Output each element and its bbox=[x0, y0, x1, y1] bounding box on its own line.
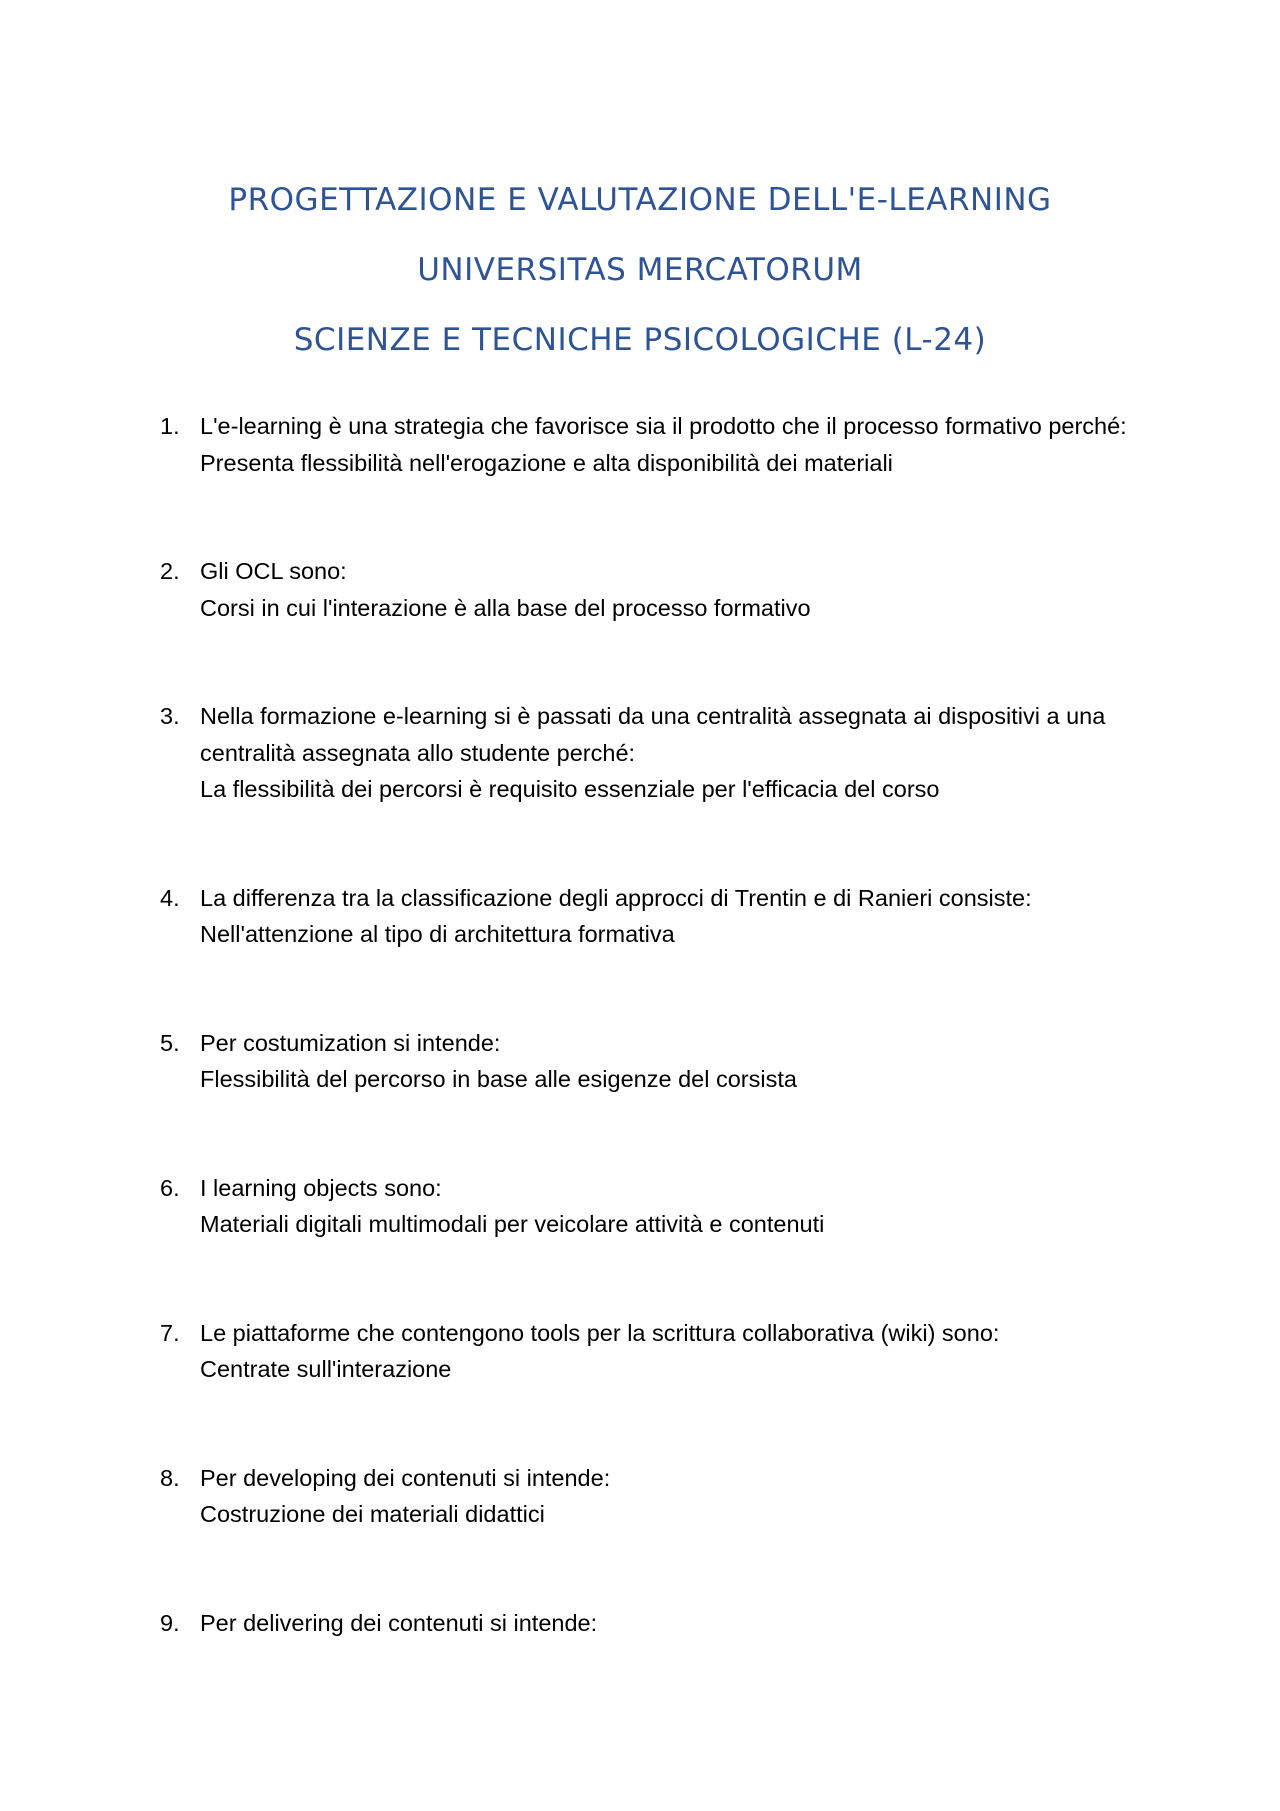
question-text: L'e-learning è una strategia che favorisce sia il prodotto che il processo formativo perché: bbox=[200, 413, 1127, 439]
item-number: 3. bbox=[160, 703, 180, 729]
answer-text: Flessibilità del percorso in base alle esigenze del corsista bbox=[200, 1066, 797, 1092]
university-name: UNIVERSITAS MERCATORUM bbox=[417, 252, 863, 288]
item-number: 6. bbox=[160, 1174, 180, 1201]
list-item bbox=[160, 880, 1140, 953]
answer-text: Presenta flessibilità nell'erogazione e alta disponibilità dei materiali bbox=[200, 449, 893, 476]
list-item bbox=[160, 1170, 1140, 1243]
list-item bbox=[160, 408, 1140, 481]
question-text: Per costumization si intende: bbox=[200, 1029, 501, 1056]
answer-text: Nell'attenzione al tipo di architettura formativa bbox=[200, 921, 675, 947]
question-text: Per developing dei contenuti si intende: bbox=[200, 1464, 611, 1491]
list-item bbox=[160, 1315, 1140, 1388]
answer-text: Costruzione dei materiali didattici bbox=[200, 1501, 545, 1527]
list-item bbox=[160, 698, 1140, 808]
answer-text: Centrate sull'interazione bbox=[200, 1356, 452, 1382]
list-item bbox=[160, 553, 1140, 626]
question-list bbox=[160, 408, 1140, 1713]
document-header bbox=[0, 170, 1280, 380]
question-text: Le piattaforme che contengono tools per la scrittura collaborativa (wiki) sono: bbox=[200, 1319, 1000, 1346]
question-text: Gli OCL sono: bbox=[200, 558, 347, 584]
question-text: Nella formazione e-learning si è passati da una centralità assegnata ai dispositivi a una centralità assegnata allo studente perché: bbox=[200, 703, 1106, 766]
list-item bbox=[160, 1460, 1140, 1533]
course-name: SCIENZE E TECNICHE PSICOLOGICHE (L-24) bbox=[293, 322, 987, 358]
answer-text: Materiali digitali multimodali per veicolare attività e contenuti bbox=[200, 1211, 825, 1237]
item-number: 2. bbox=[160, 558, 180, 584]
item-number: 1. bbox=[160, 413, 180, 439]
question-text: Per delivering dei contenuti si intende: bbox=[200, 1609, 598, 1636]
item-number: 9. bbox=[160, 1609, 180, 1636]
question-text: La differenza tra la classificazione degli approcci di Trentin e di Ranieri consiste: bbox=[200, 884, 1032, 911]
document-title: PROGETTAZIONE E VALUTAZIONE DELL'E-LEARNING bbox=[228, 182, 1052, 218]
item-number: 8. bbox=[160, 1464, 180, 1491]
item-number: 7. bbox=[160, 1319, 180, 1346]
answer-text: La flessibilità dei percorsi è requisito essenziale per l'efficacia del corso bbox=[200, 776, 940, 802]
list-item bbox=[160, 1605, 1140, 1642]
item-number: 5. bbox=[160, 1029, 180, 1056]
question-text: I learning objects sono: bbox=[200, 1174, 442, 1201]
answer-text: Corsi in cui l'interazione è alla base del processo formativo bbox=[200, 594, 811, 621]
item-number: 4. bbox=[160, 884, 180, 911]
list-item bbox=[160, 1025, 1140, 1098]
